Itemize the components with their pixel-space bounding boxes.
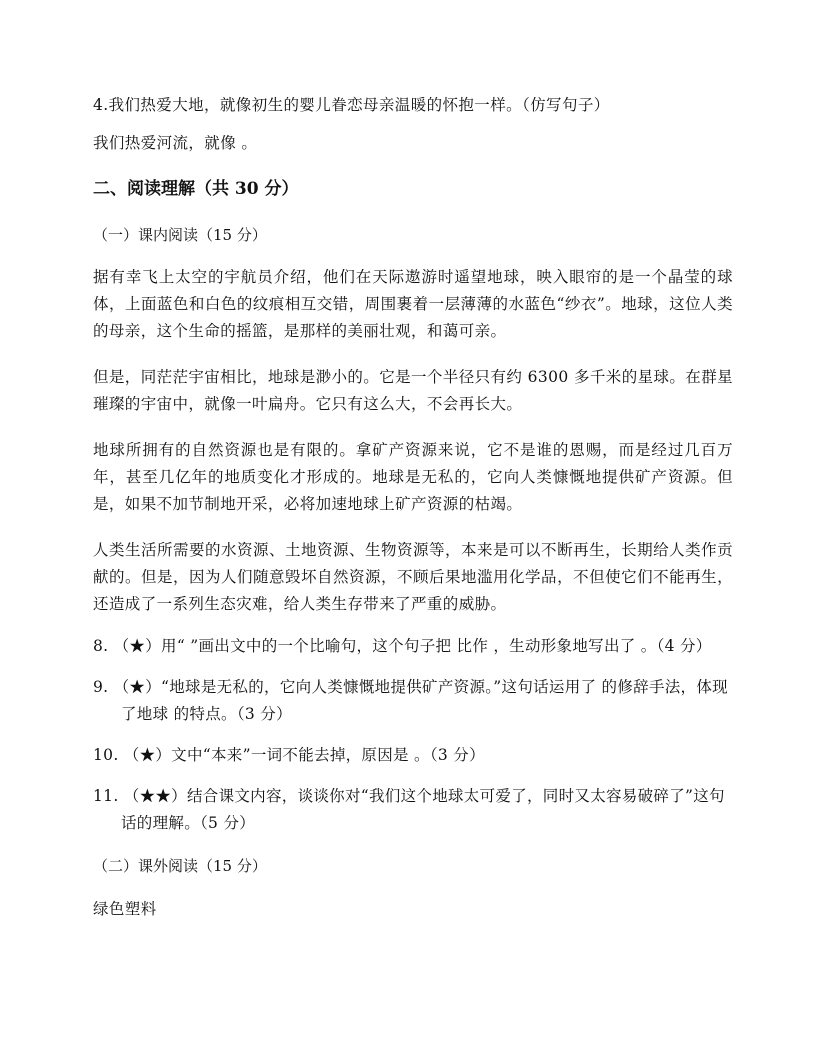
question-9: 9. （★）“地球是无私的，它向人类慷慨地提供矿产资源。”这句话运用了 的修辞手法，体现了地球 的特点。（3 分） [93,678,728,723]
question-4-prompt: 4.我们热爱大地，就像初生的婴儿眷恋母亲温暖的怀抱一样。（仿写句子） [93,96,610,114]
passage-paragraph-1: 据有幸飞上太空的宇航员介绍，他们在天际遨游时遥望地球，映入眼帘的是一个晶莹的球体，上面蓝色和白色的纹痕相互交错，周围裹着一层薄薄的水蓝色“纱衣”。地球，这位人类的母亲，这个生命的摇篮，是那样的美丽壮观，和蔼可亲。 [93,268,733,340]
question-8: 8. （★）用“ ”画出文中的一个比喻句，这个句子把 比作 ，生动形象地写出了 。（4 分） [93,637,712,655]
passage-paragraph-4: 人类生活所需要的水资源、土地资源、生物资源等，本来是可以不断再生，长期给人类作贡献的。但是，因为人们随意毁坏自然资源，不顾后果地滥用化学品，不但使它们不能再生，还造成了一系列生态灾难，给人类生存带来了严重的威胁。 [93,541,733,613]
part1-title: （一）课内阅读（15 分） [93,226,267,244]
question-4-answer-line: 我们热爱河流，就像 。 [93,134,258,152]
question-10: 10. （★）文中“本来”一词不能去掉，原因是 。（3 分） [93,746,485,764]
passage-paragraph-3: 地球所拥有的自然资源也是有限的。拿矿产资源来说，它不是谁的恩赐，而是经过几百万年，甚至几亿年的地质变化才形成的。地球是无私的，它向人类慷慨地提供矿产资源。但是，如果不加节制地开采，必将加速地球上矿产资源的枯竭。 [93,441,733,513]
passage-paragraph-2: 但是，同茫茫宇宙相比，地球是渺小的。它是一个半径只有约 6300 多千米的星球。在群星璀璨的宇宙中，就像一叶扁舟。它只有这么大，不会再长大。 [93,368,734,413]
exam-page [93,93,733,921]
part2-title: （二）课外阅读（15 分） [93,857,267,875]
question-11: 11. （★★）结合课文内容，谈谈你对“我们这个地球太可爱了，同时又太容易破碎了”这句话的理解。（5 分） [93,787,725,832]
part2-passage-title: 绿色塑料 [93,900,157,918]
section-heading-reading: 二、阅读理解（共 30 分） [93,179,299,199]
